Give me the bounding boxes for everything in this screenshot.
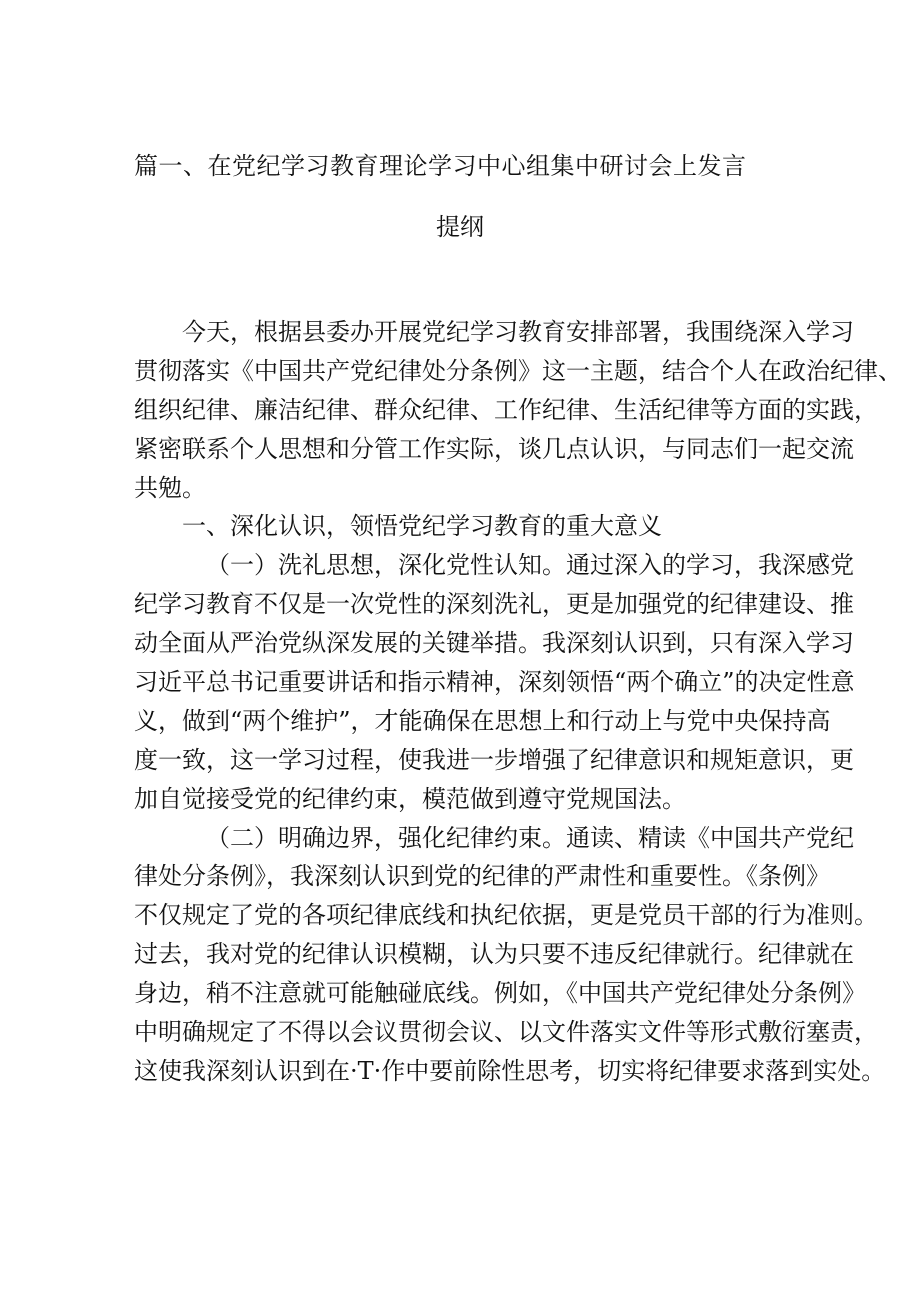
paragraph-subsection-1 [134, 546, 855, 818]
text-line: 贯彻落实《中国共产党纪律处分条例》这一主题，结合个人在政治纪律、 [134, 356, 902, 385]
text-line: 紧密联系个人思想和分管工作实际，谈几点认识，与同志们一起交流 [134, 434, 854, 463]
text-line: 度一致，这一学习过程，使我进一步增强了纪律意识和规矩意识，更 [134, 745, 854, 774]
text-line: 今天，根据县委办开展党纪学习教育安排部署，我围绕深入学习 [182, 318, 854, 346]
text-line: 这使我深刻认识到在·T·作中要前除性思考，切实将纪律要求落到实处。 [134, 1056, 886, 1085]
text-line: 身边，稍不注意就可能触碰底线。例如，《中国共产党纪律处分条例》 [134, 979, 866, 1008]
text-line: 一、深化认识，领悟党纪学习教育的重大意义 [182, 512, 662, 541]
text-line: 习近平总书记重要讲话和指示精神，深刻领悟“两个确立”的决定性意 [134, 668, 855, 697]
text-line: 加自觉接受党的纪律约束，模范做到遵守党规国法。 [134, 784, 686, 813]
text-line: 律处分条例》，我深刻认识到党的纪律的严肃性和重要性。《条例》 [134, 862, 830, 891]
text-line: （二）明确边界，强化纪律约束。通读、精读《中国共产党纪 [206, 823, 854, 852]
section-heading [134, 507, 784, 546]
text-line: 过去，我对党的纪律认识模糊，认为只要不违反纪律就行。纪律就在 [134, 940, 854, 969]
text-line: 动全面从严治党纵深发展的关键举措。我深刻认识到，只有深入学习 [134, 629, 854, 658]
document-title: 篇一、在党纪学习教育理论学习中心组集中研讨会上发言 [134, 152, 747, 180]
document-title-continuation: 提纲 [436, 213, 484, 241]
paragraph-subsection-2 [134, 819, 886, 1091]
text-line: 纪学习教育不仅是一次党性的深刻洗礼，更是加强党的纪律建设、推 [134, 590, 854, 619]
text-line: 义，做到“两个维护”，才能确保在思想上和行动上与党中央保持高 [134, 706, 831, 735]
document-body [134, 313, 902, 1091]
text-line: 不仅规定了党的各项纪律底线和执纪依据，更是党员干部的行为准则。 [134, 901, 878, 930]
paragraph-intro [134, 313, 902, 507]
text-line: 共勉。 [134, 473, 206, 502]
text-line: 中明确规定了不得以会议贯彻会议、以文件落实文件等形式敷衍塞责， [134, 1018, 878, 1047]
text-line: 组织纪律、廉洁纪律、群众纪律、工作纪律、生活纪律等方面的实践， [134, 395, 878, 424]
text-line: （一）洗礼思想，深化党性认知。通过深入的学习，我深感党 [206, 551, 854, 580]
